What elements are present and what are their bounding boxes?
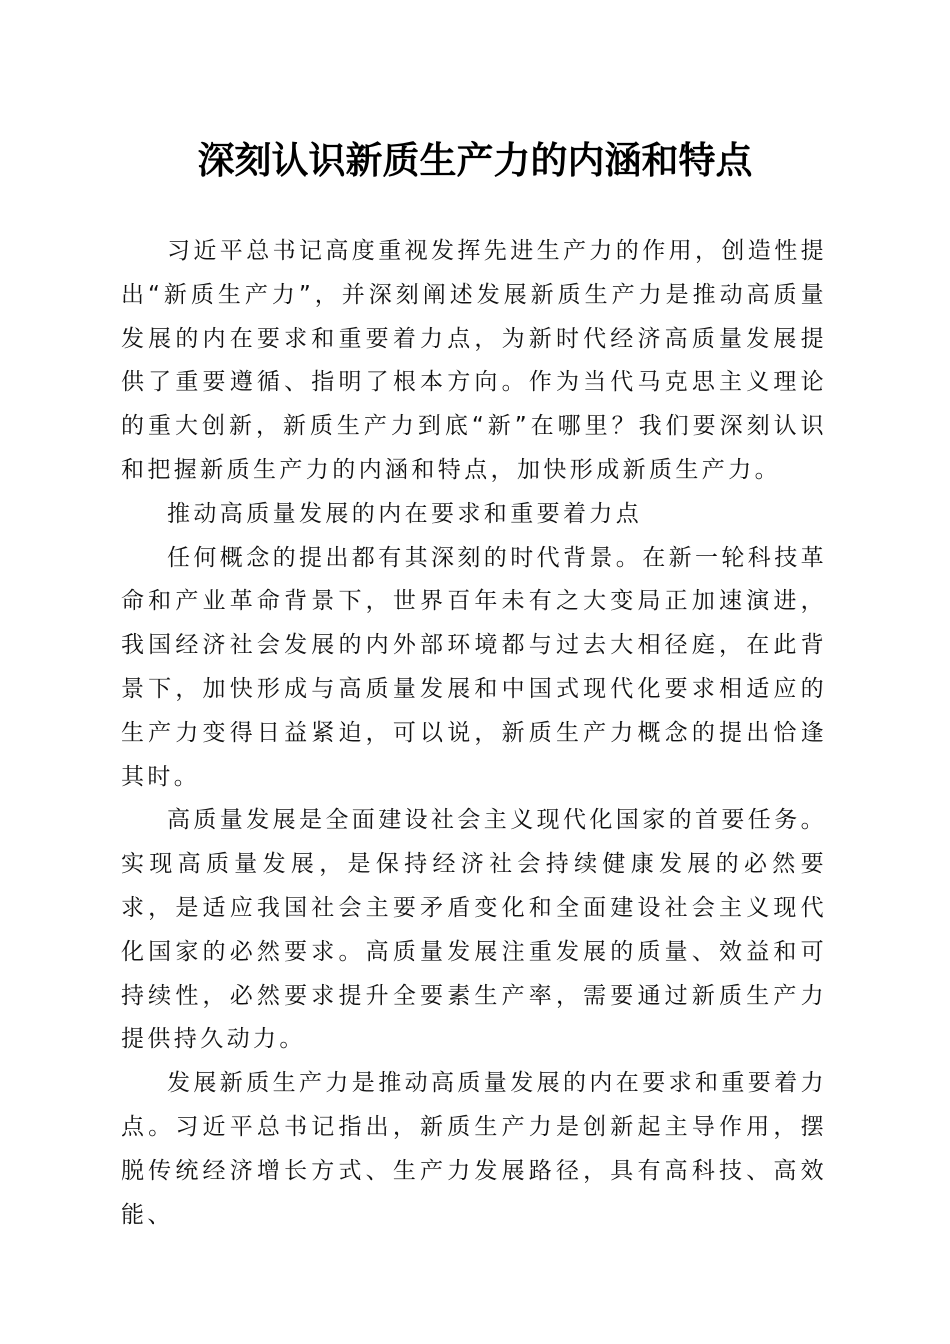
document-body xyxy=(121,230,827,1237)
paragraph-background: 任何概念的提出都有其深刻的时代背景。在新一轮科技革命和产业革命背景下，世界百年未有之大变局正加速演进，我国经济社会发展的内外部环境都与过去大相径庭，在此背景下，加快形成与高质量发展和中国式现代化要求相适应的生产力变得日益紧迫，可以说，新质生产力概念的提出恰逢其时。 xyxy=(121,544,827,790)
paragraph-intro: 习近平总书记高度重视发挥先进生产力的作用，创造性提出“新质生产力”，并深刻阐述发展新质生产力是推动高质量发展的内在要求和重要着力点，为新时代经济高质量发展提供了重要遵循、指明了根本方向。作为当代马克思主义理论的重大创新，新质生产力到底“新”在哪里？我们要深刻认识和把握新质生产力的内涵和特点，加快形成新质生产力。 xyxy=(121,238,827,483)
paragraph-new-productivity: 发展新质生产力是推动高质量发展的内在要求和重要着力点。习近平总书记指出，新质生产力是创新起主导作用，摆脱传统经济增长方式、生产力发展路径，具有高科技、高效能、 xyxy=(121,1070,827,1228)
section-heading: 推动高质量发展的内在要求和重要着力点 xyxy=(167,500,643,527)
document-title: 深刻认识新质生产力的内涵和特点 xyxy=(197,138,753,182)
paragraph-high-quality-development: 高质量发展是全面建设社会主义现代化国家的首要任务。实现高质量发展，是保持经济社会持续健康发展的必然要求，是适应我国社会主要矛盾变化和全面建设社会主义现代化国家的必然要求。高质量发展注重发展的质量、效益和可持续性，必然要求提升全要素生产率，需要通过新质生产力提供持久动力。 xyxy=(121,807,827,1053)
